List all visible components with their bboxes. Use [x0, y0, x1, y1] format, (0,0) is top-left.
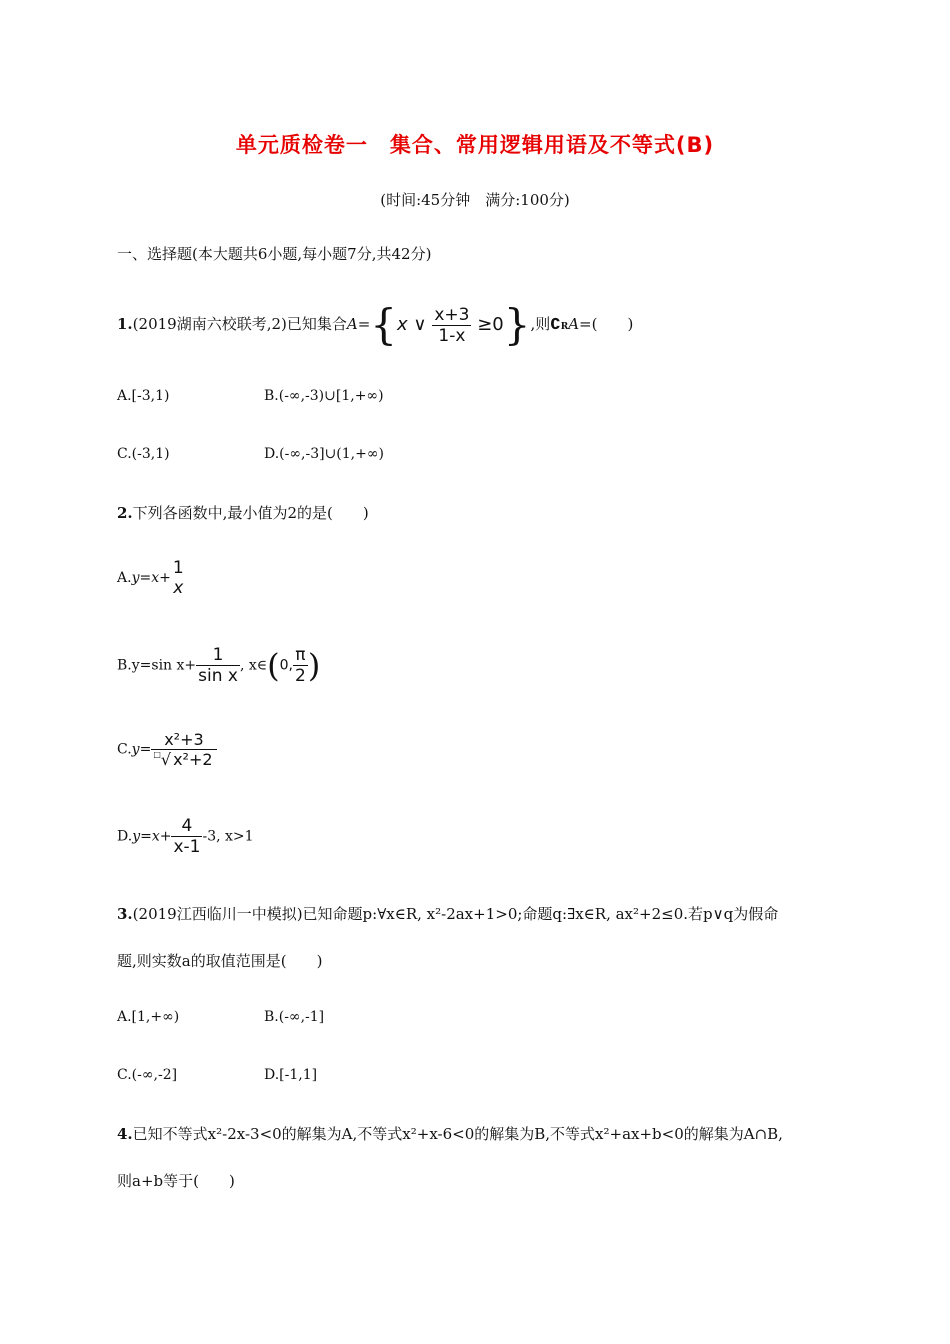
question-number: 1. [117, 315, 133, 333]
fraction [171, 816, 202, 857]
formula-lhs: y=x+ [132, 828, 172, 845]
left-paren: ( [267, 646, 280, 685]
inequality: ≥0 [477, 314, 504, 335]
option-c[interactable]: C.(-∞,-2] [117, 1067, 178, 1083]
numerator: x+3 [434, 304, 470, 325]
option-a[interactable]: A.[-3,1) [117, 388, 170, 404]
option-d[interactable]: D.[-1,1] [264, 1067, 318, 1083]
complement-symbol: ∁ [550, 315, 561, 333]
interval-left: 0, [279, 657, 293, 674]
option-b[interactable]: B.(-∞,-3)∪[1,+∞) [264, 388, 384, 404]
fraction [196, 645, 240, 686]
option-c[interactable] [117, 730, 217, 769]
numerator: 1 [212, 645, 224, 665]
option-a[interactable]: A.[1,+∞) [117, 1009, 180, 1025]
option-a[interactable] [117, 558, 186, 598]
formula-lhs: y=x+ [131, 570, 171, 586]
question-text: (2019湖南六校联考,2)已知集合 [132, 315, 347, 333]
option-b[interactable] [117, 645, 320, 686]
domain-text: , x∈ [239, 657, 268, 674]
page-title: 单元质检卷一 集合、常用逻辑用语及不等式(B) [235, 133, 715, 157]
radicand: x²+2 [173, 750, 213, 769]
question-text: 已知不等式x²-2x-3<0的解集为A,不等式x²+x-6<0的解集为B,不等式x²+ax+b<0的解集为A∩B, [132, 1125, 783, 1143]
denominator: x-1 [173, 837, 201, 857]
numerator: 4 [181, 816, 193, 836]
exam-meta: (时间:45分钟 满分:100分) [380, 191, 570, 209]
formula-lhs: y=sin x+ [131, 657, 197, 674]
denominator: 2 [295, 666, 306, 686]
right-paren: ) [307, 646, 321, 685]
denominator: 1-x [432, 325, 471, 346]
option-label: B. [117, 657, 132, 674]
question-3-cont: 题,则实数a的取值范围是( ) [117, 952, 323, 970]
complement-subscript: R [560, 322, 569, 332]
question-number: 2. [117, 504, 133, 522]
section-heading: 一、选择题(本大题共6小题,每小题7分,共42分) [117, 245, 432, 263]
option-d[interactable] [117, 816, 254, 857]
formula-tail: -3, x>1 [202, 828, 254, 845]
fraction [432, 305, 471, 346]
question-text: 下列各函数中,最小值为2的是( ) [132, 504, 369, 522]
set-name: A [568, 315, 580, 333]
fraction [293, 645, 308, 686]
option-label: A. [117, 570, 132, 586]
question-4 [117, 1123, 783, 1144]
denominator: sin x [198, 666, 238, 686]
denominator: □√ x²+2 [151, 749, 216, 769]
formula-lhs: y= [131, 741, 152, 758]
denominator: x [173, 578, 184, 598]
set-variable: x [397, 314, 408, 335]
question-4-cont: 则a+b等于( ) [117, 1172, 235, 1190]
option-b[interactable]: B.(-∞,-1] [264, 1009, 325, 1025]
question-text: (2019江西临川一中模拟)已知命题p:∀x∈R, x²-2ax+1>0;命题q:∃x∈R, ax²+2≤0.若p∨q为假命 [132, 905, 779, 923]
question-2 [117, 502, 369, 523]
question-text-suffix: ,则 [530, 315, 551, 333]
equals-sign: = [357, 315, 371, 333]
numerator: x²+3 [164, 730, 204, 749]
numerator: 1 [172, 558, 184, 578]
left-brace: { [370, 300, 398, 349]
option-c[interactable]: C.(-3,1) [117, 446, 170, 462]
root-index: □ [153, 750, 161, 759]
vee-symbol: ∨ [413, 314, 427, 335]
question-3 [117, 903, 778, 924]
option-label: C. [117, 741, 132, 758]
right-brace: } [503, 300, 531, 349]
answer-bracket: =( ) [579, 315, 634, 333]
question-1 [117, 300, 634, 349]
question-number: 4. [117, 1125, 133, 1143]
set-name: A [346, 315, 358, 333]
fraction [171, 558, 186, 598]
fraction [151, 730, 216, 769]
numerator: π [295, 645, 306, 665]
question-number: 3. [117, 905, 133, 923]
option-label: D. [117, 828, 133, 845]
option-d[interactable]: D.(-∞,-3]∪(1,+∞) [264, 446, 384, 462]
